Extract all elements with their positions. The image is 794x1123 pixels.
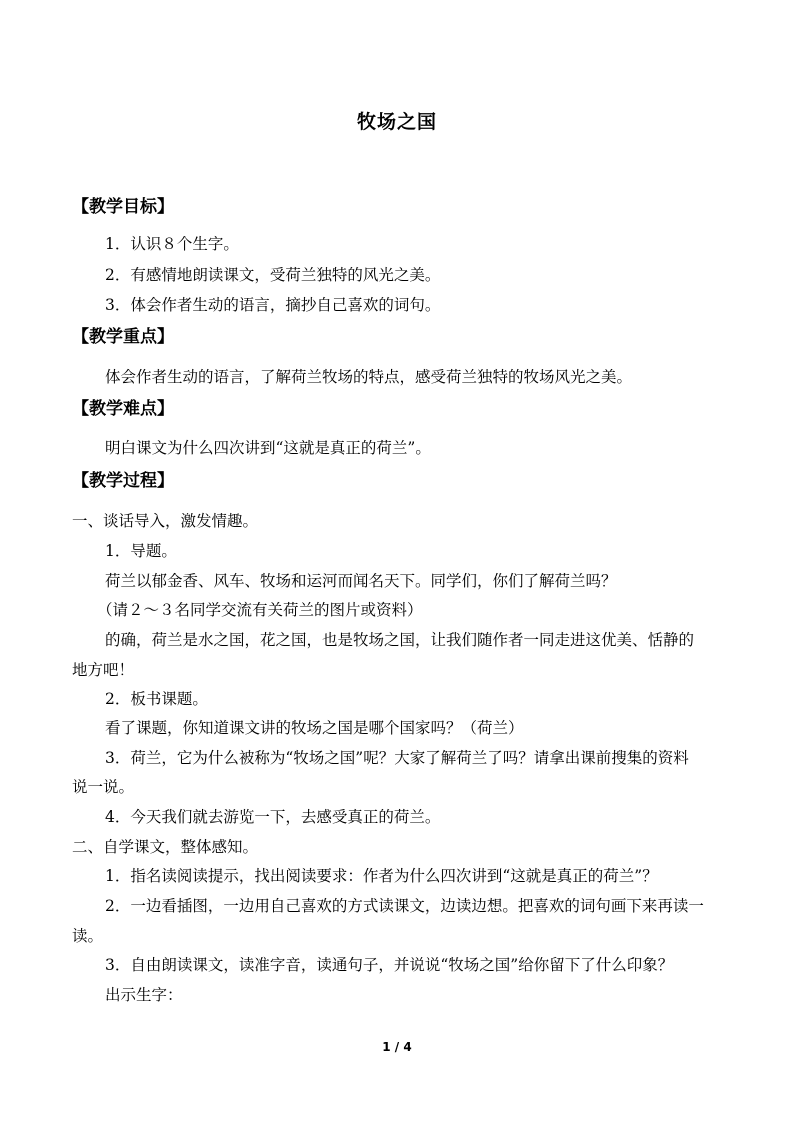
process-line: 地方吧！ [72, 661, 135, 679]
document-title: 牧场之国 [356, 111, 437, 133]
process-line: 出示生字： [105, 986, 183, 1004]
process-line: 1．导题。 [105, 542, 177, 560]
key-points-heading: 【教学重点】 [72, 327, 174, 347]
process-line: 荷兰以郁金香、风车、牧场和运河而闻名天下。同学们，你们了解荷兰吗？ [105, 572, 617, 590]
process-line: 4．今天我们就去游览一下，去感受真正的荷兰。 [105, 808, 441, 826]
process-heading: 【教学过程】 [72, 471, 174, 491]
objective-item: 1．认识８个生字。 [105, 235, 239, 253]
difficulties-text: 明白课文为什么四次讲到“这就是真正的荷兰”。 [105, 439, 431, 457]
process-line: 1．指名读阅读提示，找出阅读要求：作者为什么四次讲到“这就是真正的荷兰”？ [105, 867, 658, 885]
objectives-heading: 【教学目标】 [72, 197, 174, 217]
process-line: 2．板书课题。 [105, 690, 208, 708]
process-line: 3．荷兰，它为什么被称为“牧场之国”呢？大家了解荷兰了吗？请拿出课前搜集的资料 [105, 749, 689, 767]
key-points-text: 体会作者生动的语言，了解荷兰牧场的特点，感受荷兰独特的牧场风光之美。 [105, 368, 633, 386]
process-line: 2．一边看插图，一边用自己喜欢的方式读课文，边读边想。把喜欢的词句画下来再读一 [105, 897, 704, 915]
process-line: 读。 [72, 927, 104, 945]
difficulties-heading: 【教学难点】 [72, 399, 174, 419]
process-line: 二、自学课文，整体感知。 [72, 838, 259, 856]
page-number: 1 / 4 [382, 1040, 412, 1054]
process-line: 的确，荷兰是水之国，花之国，也是牧场之国，让我们随作者一同走进这优美、恬静的 [105, 631, 695, 649]
process-line: 一、谈话导入，激发情趣。 [72, 512, 259, 530]
process-line: 说一说。 [72, 778, 135, 796]
objective-item: 3．体会作者生动的语言，摘抄自己喜欢的词句。 [105, 296, 441, 314]
process-line: （请２～３名同学交流有关荷兰的图片或资料） [97, 601, 423, 619]
process-line: 看了课题，你知道课文讲的牧场之国是哪个国家吗？（荷兰） [105, 719, 524, 737]
process-line: 3．自由朗读课文，读准字音，读通句子，并说说“牧场之国”给你留下了什么印象？ [105, 956, 674, 974]
objective-item: 2．有感情地朗读课文，受荷兰独特的风光之美。 [105, 266, 441, 284]
